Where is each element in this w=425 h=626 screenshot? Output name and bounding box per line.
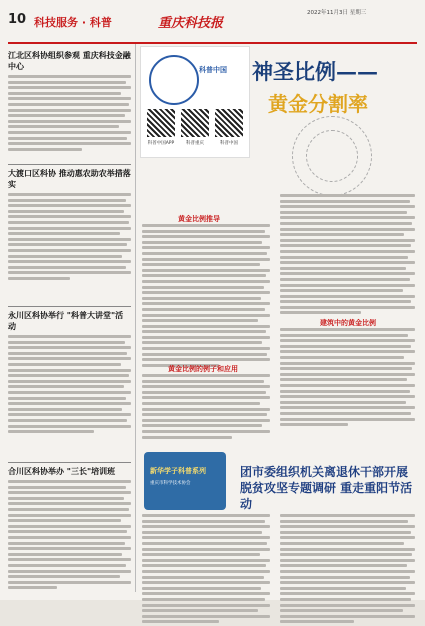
- article-column: [280, 194, 415, 317]
- sidebar-article-title: 江北区科协组织参观 重庆科技金融中心: [8, 51, 131, 71]
- science-china-logo-icon: [149, 55, 199, 105]
- qr-label: 科普重庆: [186, 141, 204, 146]
- headline-line1: 神圣比例——: [252, 59, 378, 84]
- science-china-logo-box: [140, 46, 250, 158]
- sidebar-article-title: 合川区科协举办 "三长"培训班: [8, 467, 116, 476]
- page-header: [8, 6, 417, 44]
- article-column: [280, 328, 415, 429]
- page-number: 10: [8, 12, 27, 27]
- sidebar-article: [8, 168, 131, 283]
- sidebar-article-title: 大渡口区科协 推动惠农助农举措落实: [8, 169, 131, 189]
- logo-label: 科普中国: [199, 66, 227, 74]
- article-column: [142, 224, 270, 369]
- science-series-banner: [144, 452, 226, 510]
- qr-code-icon: [215, 109, 243, 137]
- second-headline-line2: 脱贫攻坚专题调研 重走重阳节活动: [240, 481, 413, 511]
- article-column: [142, 514, 270, 626]
- banner-title: 新华学子科普系列: [150, 467, 206, 475]
- subhead: 黄金比例推导: [178, 215, 220, 223]
- main-content: [140, 44, 417, 592]
- golden-ratio-diagram: [252, 116, 412, 188]
- qr-code-icon: [181, 109, 209, 137]
- qr-label: 科普中国APP: [147, 141, 175, 146]
- sidebar-article: [8, 310, 131, 436]
- qr-label: 科普中国: [220, 141, 238, 146]
- masthead: 重庆科技报: [158, 16, 224, 31]
- section-title: 科技服务 · 科普: [34, 16, 112, 29]
- headline-line2: 黄金分割率: [268, 92, 368, 116]
- second-headline: [240, 464, 417, 512]
- sidebar-article-title: 永川区科协举行 "科普大讲堂"活动: [8, 311, 124, 331]
- sidebar-article: [8, 50, 131, 153]
- subhead: 黄金比例的例子和应用: [168, 365, 238, 373]
- second-headline-line1: 团市委组织机关离退休干部开展: [240, 465, 409, 479]
- dateline: 2022年11月3日 星期三: [307, 10, 367, 16]
- banner-subtitle: 重庆市科学技术协会: [150, 481, 191, 486]
- sidebar-article: [8, 466, 131, 592]
- article-column: [280, 514, 415, 626]
- article-column: [142, 374, 270, 441]
- sidebar: [8, 44, 136, 592]
- subhead: 建筑中的黄金比例: [320, 319, 376, 327]
- qr-code-icon: [147, 109, 175, 137]
